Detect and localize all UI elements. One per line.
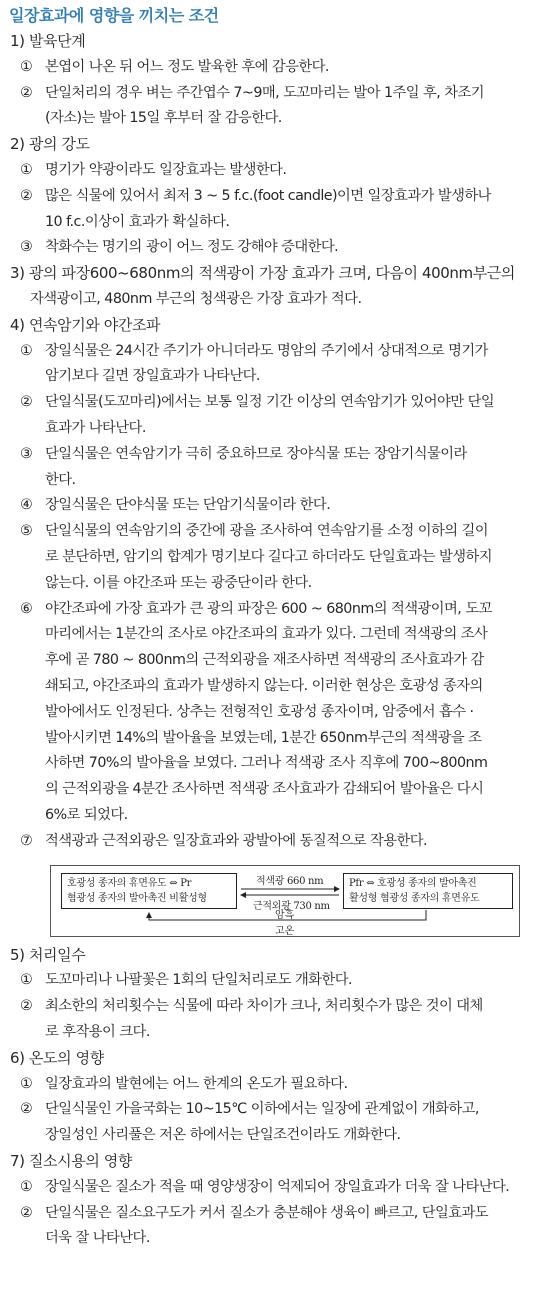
- list-item-line: 의 근적외광을 4분간 조사하면 적색광 조사효과가 감쇄되어 발아율은 다시: [45, 781, 484, 798]
- list-item-line: [20, 995, 483, 1015]
- list-item-line: [20, 1202, 488, 1222]
- item-text: 명기가 약광이라도 일장효과는 발생한다.: [45, 162, 287, 178]
- pr-box-line: 호광성 종자의 휴면유도 ⇔ Pr: [67, 878, 192, 889]
- item-text: 단일식물인 가을국화는 10~15℃ 이하에서는 일장에 관계없이 개화하고,: [45, 1101, 479, 1118]
- section-heading: 4) 연속암기와 야간조파: [10, 315, 161, 334]
- list-item-line: [20, 830, 427, 850]
- list-item-line: 마리에서는 1분간의 조사로 야간조파의 효과가 있다. 그런데 적색광의 조사: [45, 626, 488, 643]
- list-item-line: [20, 236, 338, 256]
- dark-label: 암흑: [275, 910, 295, 921]
- item-text: 단일처리의 경우 벼는 주간엽수 7~9매, 도꼬마리는 발아 1주일 후, 차조기: [45, 84, 485, 101]
- item-number: ①: [20, 1075, 33, 1092]
- item-text: 본엽이 나온 뒤 어느 정도 발육한 후에 감응한다.: [45, 58, 329, 75]
- item-text: 단일식물(도꼬마리)에서는 보통 일정 기간 이상의 연속암기가 있어야만 단일: [45, 394, 495, 411]
- list-item-line: [20, 520, 488, 540]
- list-item-line: 사하면 70%의 발아율을 보였다. 그러나 적색광 조사 직후에 700~800nm: [45, 755, 488, 772]
- section-heading-continuation: 자색광이고, 480nm 부근의 청색광은 가장 효과가 적다.: [30, 291, 362, 307]
- list-item-line: 10 f.c.이상이 효과가 확실하다.: [45, 213, 230, 230]
- list-item-line: 발아에서도 인정된다. 상추는 전형적인 호광성 종자이며, 암중에서 흡수 ·: [45, 703, 474, 720]
- item-number: ②: [20, 998, 33, 1015]
- list-item-line: 효과가 나타난다.: [45, 420, 146, 436]
- list-item-line: [20, 340, 488, 360]
- list-item-line: 더욱 잘 나타난다.: [45, 1230, 150, 1247]
- item-number: ③: [20, 239, 33, 256]
- phytochrome-diagram: [50, 865, 520, 937]
- list-item-line: [20, 1073, 347, 1093]
- list-item-line: [20, 159, 286, 179]
- item-text: 최소한의 처리횟수는 식물에 따라 차이가 크나, 처리횟수가 많은 것이 대체: [45, 998, 483, 1015]
- item-text: 장일식물은 단야식물 또는 단암기식물이라 한다.: [45, 497, 331, 514]
- section-heading: 7) 질소시용의 영향: [10, 1152, 132, 1170]
- list-item-line: (자소)는 발아 15일 후부터 잘 감응한다.: [45, 110, 282, 127]
- pfr-box-line: 활성형 혐광성 종자의 휴면유도: [349, 893, 480, 904]
- item-number: ②: [20, 187, 33, 204]
- item-number: ①: [20, 342, 33, 359]
- item-number: ①: [20, 162, 33, 178]
- item-number: ⑦: [20, 832, 33, 849]
- list-item-line: 발아시키면 14%의 발아율을 보였는데, 1분간 650nm부근의 적색광을 조: [45, 729, 482, 746]
- item-text: 도꼬마리나 나팔꽃은 1회의 단일처리로도 개화한다.: [45, 972, 352, 989]
- item-number: ②: [20, 394, 33, 411]
- item-text: 일장효과의 발현에는 어느 한계의 온도가 필요하다.: [45, 1075, 348, 1092]
- section-heading: 3) 광의 파장600~680nm의 적색광이 가장 효과가 크며, 다음이 400nm부근의: [10, 264, 515, 283]
- high-temp-label: 고온: [275, 926, 295, 937]
- list-item-line: [20, 598, 492, 618]
- list-item-line: 않는다. 이를 야간조파 또는 광중단이라 한다.: [45, 574, 312, 591]
- list-item-line: 한다.: [45, 471, 76, 488]
- item-number: ⑥: [20, 600, 33, 617]
- section-heading: 2) 광의 강도: [10, 135, 90, 154]
- list-item-line: 6%로 되었다.: [45, 807, 128, 823]
- item-number: ③: [20, 445, 33, 462]
- list-item-line: 암기보다 길면 장일효과가 나타난다.: [45, 368, 260, 385]
- item-text: 단일식물은 연속암기가 극히 중요하므로 장야식물 또는 장암기식물이라: [45, 445, 467, 462]
- list-item-line: [20, 1098, 479, 1118]
- list-item-line: 쇄되고, 야간조파의 효과가 발생하지 않는다. 이러한 현상은 호광성 종자의: [45, 678, 483, 694]
- list-item-line: [20, 443, 467, 463]
- document-title: 일장효과에 영향을 끼치는 조건: [9, 6, 219, 25]
- item-number: ①: [20, 972, 33, 989]
- item-text: 단일식물은 질소요구도가 커서 질소가 충분해야 생육이 빠르고, 단일효과도: [45, 1204, 489, 1221]
- list-item-line: 후에 곧 780 ~ 800nm의 근적외광을 재조사하면 적색광의 조사효과가 감: [45, 652, 484, 669]
- far-red-label: 근적외광 730 nm: [253, 901, 330, 912]
- item-text: 장일식물은 24시간 주기가 아니더라도 명암의 주기에서 상대적으로 명기가: [45, 342, 488, 359]
- item-text: 많은 식물에 있어서 최저 3 ~ 5 f.c.(foot candle)이면 일장효과가 발생하나: [45, 187, 491, 204]
- item-text: 장일식물은 질소가 적을 때 영양생장이 억제되어 장일효과가 더욱 잘 나타난다.: [45, 1178, 510, 1195]
- pfr-box-line: Pfr ⇔ 호광성 종자의 발아촉진: [349, 878, 477, 889]
- item-number: ①: [20, 58, 33, 75]
- item-text: 단일식물의 연속암기의 중간에 광을 조사하여 연속암기를 소정 이하의 길이: [45, 523, 489, 540]
- red-light-label: 적색광 660 nm: [256, 876, 324, 887]
- item-number: ①: [20, 1178, 33, 1195]
- item-text: 적색광과 근적외광은 일장효과와 광발아에 동질적으로 작용한다.: [45, 832, 428, 849]
- list-item-line: 로 분단하면, 암기의 합계가 명기보다 길다고 하더라도 단일효과는 발생하지: [45, 549, 493, 565]
- list-item-line: [20, 969, 352, 989]
- section-heading: 6) 온도의 영향: [10, 1048, 104, 1067]
- section-heading: 1) 발육단계: [10, 32, 86, 50]
- list-item-line: [20, 185, 491, 205]
- list-item-line: [20, 82, 484, 102]
- section-heading: 5) 처리일수: [10, 945, 86, 964]
- list-item-line: 로 후작용이 크다.: [45, 1024, 150, 1040]
- item-text: 야간조파에 가장 효과가 큰 광의 파장은 600 ~ 680nm의 적색광이며, 도꼬: [45, 600, 492, 617]
- item-number: ②: [20, 1204, 33, 1221]
- item-number: ②: [20, 1101, 33, 1118]
- item-number: ④: [20, 497, 33, 514]
- list-item-line: [20, 391, 494, 411]
- list-item-line: [20, 1176, 509, 1196]
- item-number: ②: [20, 84, 33, 101]
- item-number: ⑤: [20, 523, 33, 540]
- pr-box-line: 혐광성 종자의 발아촉진 비활성형: [67, 893, 207, 904]
- item-text: 착화수는 명기의 광이 어느 정도 강해야 증대한다.: [45, 239, 339, 256]
- list-item-line: [20, 494, 330, 514]
- list-item-line: [20, 56, 329, 76]
- list-item-line: 장일성인 사리풀은 저온 하에서는 단일조건이라도 개화한다.: [45, 1127, 401, 1144]
